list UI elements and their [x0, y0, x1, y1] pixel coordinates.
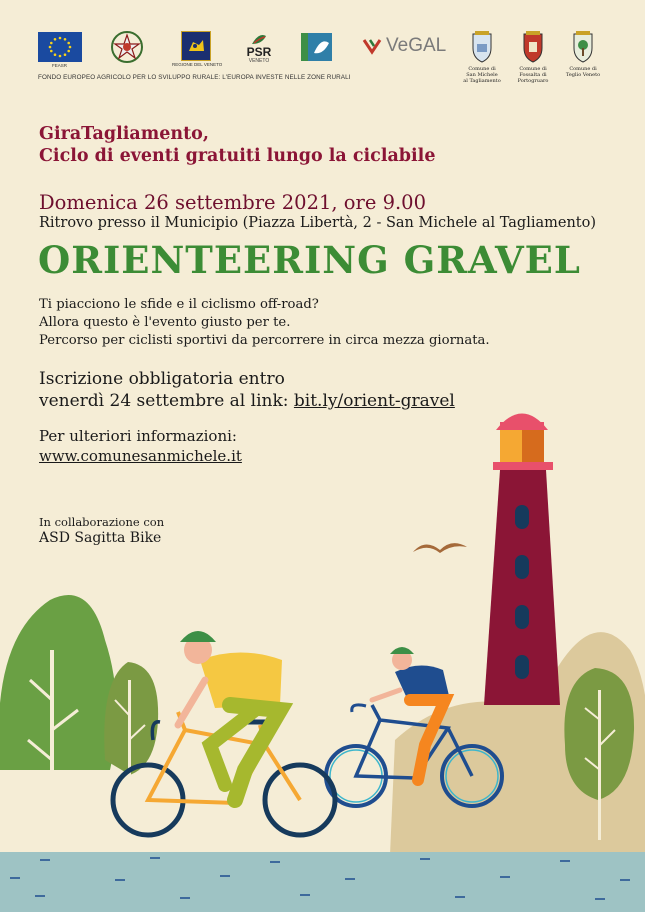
- tree-large-left: [0, 595, 116, 840]
- event-date-time: Domenica 26 settembre 2021, ore 9.00: [39, 191, 426, 214]
- psr-text: PSR: [246, 45, 272, 59]
- series-subtitle: Ciclo di eventi gratuiti lungo la ciclabile: [39, 146, 436, 166]
- comune-label-fossalta: Comune di Fossalta di Portogruaro: [517, 66, 549, 84]
- tree-small-left: [104, 662, 158, 810]
- psr-sub: VENETO: [248, 58, 270, 64]
- comune-label-san-michele: Comune di San Michele al Tagliamento: [463, 66, 501, 84]
- info-website-link[interactable]: www.comunesanmichele.it: [39, 447, 242, 465]
- registration-link[interactable]: bit.ly/orient-gravel: [293, 391, 455, 411]
- meeting-point: Ritrovo presso il Municipio (Piazza Libertà, 2 - San Michele al Tagliamento): [39, 215, 597, 231]
- lighthouse: [484, 414, 560, 706]
- info-label: Per ulteriori informazioni:: [39, 427, 237, 445]
- intro-line-2: Allora questo è l'evento giusto per te.: [39, 315, 291, 330]
- collaboration-label: In collaborazione con: [39, 515, 165, 529]
- event-title: ORIENTEERING GRAVEL: [38, 238, 581, 282]
- intro-line-3: Percorso per ciclisti sportivi da percorrere in circa mezza giornata.: [39, 333, 490, 348]
- collaboration-partner: ASD Sagitta Bike: [39, 530, 162, 546]
- bird-icon: [413, 543, 467, 553]
- registration-line-1: Iscrizione obbligatoria entro: [39, 369, 285, 389]
- vegal-text: VeGAL: [386, 35, 447, 56]
- intro-line-1: Ti piacciono le sfide e il ciclismo off-road?: [39, 297, 319, 312]
- regione-caption: REGIONE DEL VENETO: [172, 62, 223, 67]
- water-strip: [0, 852, 645, 912]
- series-title: GiraTagliamento,: [39, 124, 209, 144]
- comune-label-teglio: Comune di Teglio Veneto: [565, 66, 601, 78]
- funding-statement: FONDO EUROPEO AGRICOLO PER LO SVILUPPO RURALE: L'EUROPA INVESTE NELLE ZONE RURALI: [38, 74, 351, 81]
- registration-line-2: venerdì 24 settembre al link:: [39, 391, 294, 411]
- feasr-caption: FEASR: [52, 63, 68, 68]
